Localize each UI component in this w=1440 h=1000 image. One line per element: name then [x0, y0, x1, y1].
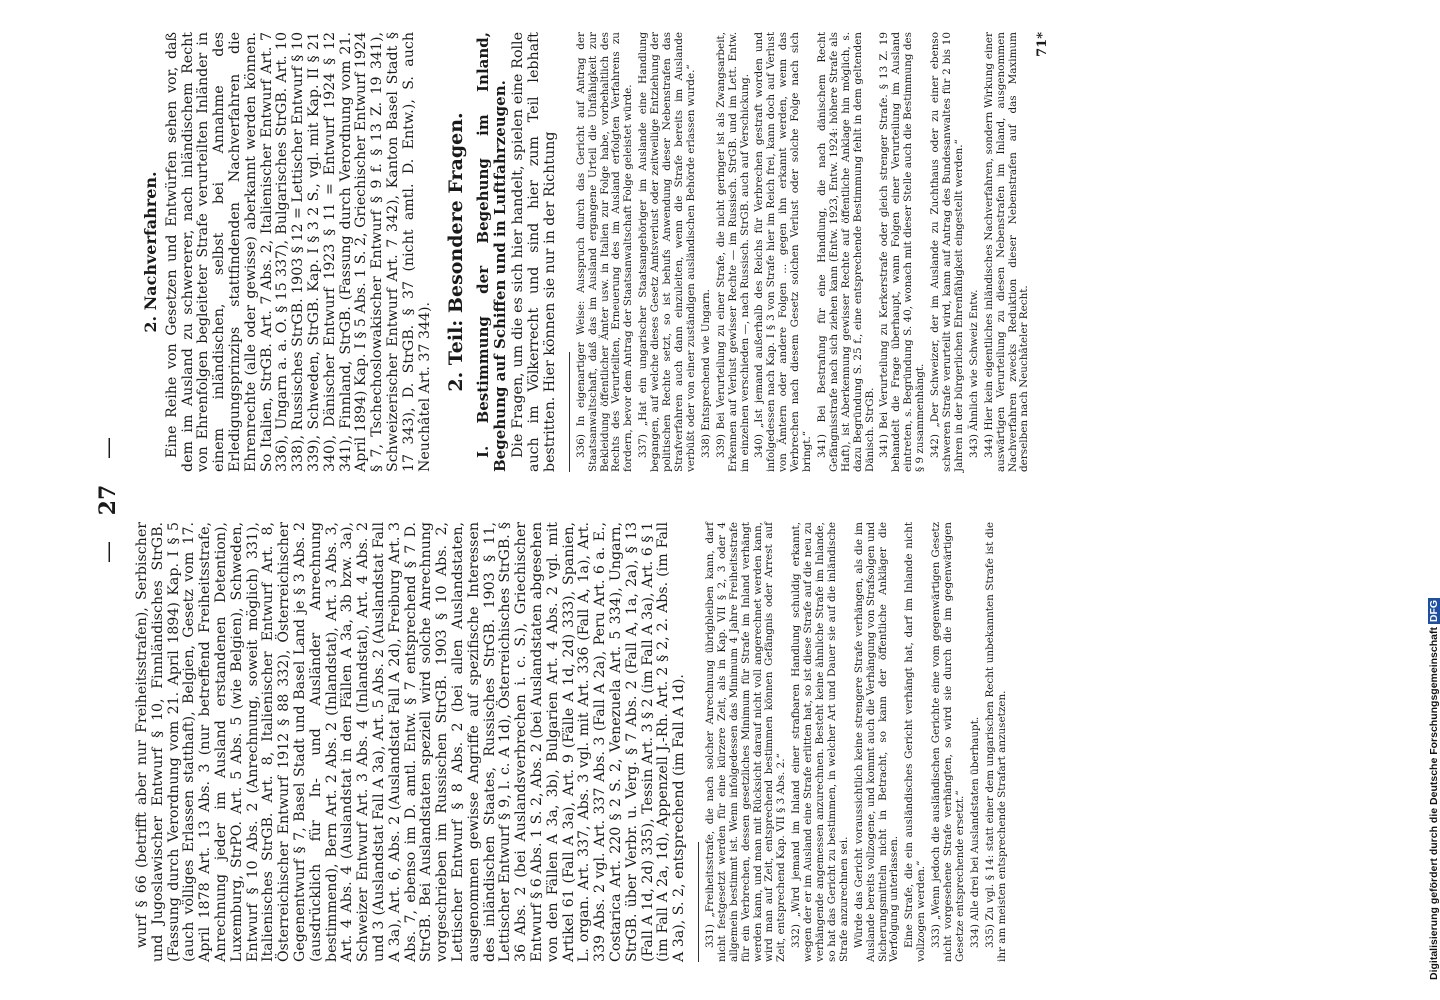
signature-mark: 71* [1035, 32, 1051, 57]
footnote-333: 333) „Wenn jedoch die ausländischen Gerichte eine vom gegenwärtigen Gesetz nicht vorgesehene Strafe verhängten, so wird sie durch die im gegenwärtigen Gesetze entsprechende ersetzt.“ [930, 522, 967, 962]
right-body-text: Eine Reihe von Gesetzen und Entwürfen sehen vor, daß dem im Ausland zu schwererer, nach inländischem Recht von Ehrenfolgen begleiteter Strafe verurteilten Inländer in einem inländischen, selbst bei Annahme des Erledigungsprinzips stattfindenden Nachverfahren die Ehrenrechte (alle oder gewisse) aberkannt werden können. So Italien, StrGB. Art. 7 Abs. 2, Italienischer Entwurf Art. 7 336), Ungarn a. a. O. § 15 337), Bulgarisches StrGB. Art. 10 338), Russisches StrGB. 1903 § 12 = Lettischer Entwurf § 10 339), Schweden, StrGB. Kap. I § 3 2 S., vgl. mit Kap. II § 21 340), Dänischer Entwurf 1923 § 11 = Entwurf 1924 § 12 341), Finnland, StrGB. (Fassung durch Verordnung vom 21. April 1894) Kap. I § 5 Abs. 1 S. 2, Griechischer Entwurf 1924 § 7, Tschechoslowakischer Entwurf § 9 f. § 13 Z. 19 341), Schweizerischer Entwurf Art. 7 342), Kanton Basel Stadt § 17 343), D. StrGB. § 37 (nicht amtl. D. Entw.), S. auch Neuchâtel Art. 37 344). [163, 32, 433, 472]
footnote-332-cont-2: Eine Strafe, die ein ausländisches Gericht verhängt hat, darf im Inlande nicht vollzogen werden.“ [903, 522, 928, 962]
header-dash-right: — [96, 437, 121, 460]
footnote-331: 331) „Freiheitsstrafe, die nach solcher Anrechnung übrigbleiben kann, darf nicht festgesetzt werden für eine kürzere Zeit, als in Kap. VII § 2, 3 oder 4 allgemein bestimmt ist. Wenn infolgedessen das Minimum 4 Jahre Freiheitsstrafe für ein Verbrechen, dessen gesetzliches Minimum für Strafe im Inland verhängt werden kann, und man mit Rücksicht darauf nicht voll angerechnet werden kann, wird man auf Zeit, entsprechend bestimmen können Gefängnis oder Arrest auf Zeit, entsprechend Kap. VII § 3 Abs. 2.“ [703, 522, 788, 962]
right-footnotes [576, 32, 1032, 472]
digitization-credit [1428, 598, 1440, 980]
credit-text: Digitalisierung gefördert durch die Deutsche Forschungsgemeinschaft [1428, 627, 1440, 980]
footnote-334: 334) Alle drei bei Auslandstaten überhaupt. [968, 716, 981, 948]
footnote-rule-right [569, 352, 570, 472]
left-footnotes [705, 522, 1009, 962]
footnote-338: 338) Entsprechend wie Ungarn. [699, 289, 712, 458]
footnote-343: 343) Ähnlich wie Schweiz Entw. [967, 289, 980, 458]
footnote-340: 340) „Ist jemand außerhalb des Reichs für Verbrechen gestraft worden und infolgedessen nach Kap. I § 3 von Strafe hier im Reich frei, kann doch auf Verlust von Ämtern oder andere Folgen ... gegen ihn erkannt werden, wenn das Verbrechen nach diesem Gesetz solchen Verlust oder solche Folge nach sich bringt.“ [753, 32, 814, 472]
footnote-344: 344) Hier kein eigentliches inländisches Nachverfahren, sondern Wirkung einer auswärtigen Verurteilung zu diesen Nebenstrafen im Inland, ausgenommen Nachverfahren zwecks Reduktion dieser Nebenstrafen auf das Maximum derselben nach Neuchâteler Recht. [982, 32, 1031, 472]
dfg-logo: DFG [1428, 599, 1440, 623]
left-body-text: wurf § 66 (betrifft aber nur Freiheitsstrafen), Serbischer und Jugoslawischer Entwurf § 10, Finnländisches StrGB. (Fassung durch Verordnung vom 21. April 1894) Kap. I § 5 (auch völliges Erlassen statthaft), Belgien, Gesetz vom 17. April 1878 Art. 13 Abs. 3 (nur betreffend Freiheitsstrafe, Anrechnung jeder im Ausland erstandenen Detention), Luxemburg, StrPO. Art. 5 Abs. 5 (wie Belgien), Schweden, Entwurf § 10 Abs. 2 (Anrechnung, soweit möglich) 331), Italienisches StrGB. Art. 8, Italienischer Entwurf Art. 8, Österreichischer Entwurf 1912 § 88 332), Österreichischer Gegenentwurf § 7, Basel Stadt und Basel Land je § 3 Abs. 2 (ausdrücklich für In- und Ausländer Anrechnung bestimmend), Bern Art. 2 Abs. 2 (Inlandstat), Art. 3 Abs. 3, Art. 4 Abs. 4 (Auslandstat in den Fällen A 3a, 3b bzw. 3a), Schweizer Entwurf Art. 3 Abs. 4 (Inlandstat), Art. 4 Abs. 2 und 3 (Auslandstat Fall A 3a), Art. 5 Abs. 2 (Auslandstat Fall A 3a), Art. 6, Abs. 2 (Auslandstat Fall A 2d), Freiburg Art. 3 Abs. 7, ebenso im D. amtl. Entw. § 7 entsprechend § 7 D. StrGB. Bei Auslandstaten speziell wird solche Anrechnung vorgeschrieben im Russischen StrGB. 1903 § 10 Abs. 2, Lettischer Entwurf § 8 Abs. 2 (bei allen Auslandstaten, ausgenommen gewisse Angriffe auf spezifische Interessen des inländischen Staates, Russisches StrGB. 1903 § 11, Lettischer Entwurf § 9, l. c. A 1d), Österreichisches StrGB. § 36 Abs. 2 (bei Auslandsverbrechen i. c. S.), Griechischer Entwurf § 6 Abs. 1 S. 2, Abs. 2 (bei Auslandstaten abgesehen von den Fällen A 3a, 3b), Bulgarien Art. 4 Abs. 2 vgl. mit Artikel 61 (Fall A 3a), Art. 9 (Fälle A 1d, 2d) 333), Spanien, L. organ. Art. 337, Abs. 3 vgl. mit Art. 336 (Fall A, 1a), Art. 339 Abs. 2 vgl. Art. 337 Abs. 3 (Fall A 2a), Peru Art. 6 a. E., Costarica Art. 220 § 2 S. 2, Venezuela Art. 5 334), Ungarn, StrGB. über Verbr. u. Verg. § 7 Abs. 2 (Fall A, 1a, 2a), § 13 (Fall A 1d, 2d) 335), Tessin Art. 3 § 2 (im Fall A 3a), Art. 6 § 1 (im Fall A 2a, 1d), Appenzell J.-Rh. Art. 2 § 2, 2. Abs. (im Fall A 3a), S. 2, entsprechend (im Fall A 1d). [134, 522, 688, 962]
footnote-337: 337) „Hat ein ungarischer Staatsangehöriger im Auslande eine Handlung begangen, auf welche dieses Gesetz Amtsverlust oder zeitweilige Entziehung der politischen Rechte setzt, so ist behufs Anwendung dieser Nebenstrafen das Strafverfahren auch dann einzuleiten, wenn die Strafe bereits im Auslande verbüßt oder von einer zuständigen ausländischen Behörde erlassen wurde.“ [637, 32, 697, 472]
subsection-title: I. Bestimmung der Begehung im Inland, Begehung auf Schiffen und in Luftfahrzeugen. [474, 32, 510, 472]
footnote-336: 336) In eigenartiger Weise: Ausspruch durch das Gericht auf Antrag der Staatsanwaltschaft, daß das im Ausland ergangene Urteil die Unfähigkeit zur Bekleidung öffentlicher Ämter usw. in Italien zur Folge habe, vorbehaltlich des Rechts des Verurteilten, Erneuerung des im Ausland erfolgten Verfahrens zu fordern, bevor dem Antrag der Staatsanwaltschaft Folge geleistet würde. [574, 32, 635, 472]
intro-text: Die Fragen, um die es sich hier handelt, spielen eine Rolle auch im Völkerrecht und sind hier zum Teil lebhaft bestritten. Hier können sie nur in der Richtung [510, 32, 558, 472]
header-dash-left: — [96, 540, 121, 563]
page-number: 27 [95, 484, 121, 516]
footnote-335: 335) Zu vgl. § 14: statt einer dem ungarischen Recht unbekannten Strafe ist die ihr am meisten entsprechende Strafart anzusetzen. [983, 522, 1008, 962]
footnote-332-cont-1: Würde das Gericht voraussichtlich keine strengere Strafe verhängen, als die im Auslande bereits vollzogene, und kommt auch die Verhängung von Strafsolgen und Sicherungsmitteln nicht in Betracht, so kann der öffentliche Ankläger die Verfolgung unterlassen. [852, 522, 901, 962]
footnote-332: 332) „Wird jemand im Inland einer strafbaren Handlung schuldig erkannt, wegen der er im Ausland eine Strafe erlitten hat, so ist diese Strafe auf die neu zu verhängende angemessen anzurechnen. Besteht keine ähnliche Strafe im Inlande, so hat das Gericht zu bestimmen, in welcher Art und Dauer sie auf die inländische Strafe anzurechnen sei. [790, 522, 850, 962]
footnote-341a: 341) Bei Bestrafung für eine Handlung, die nach dänischem Recht Gefängnisstrafe nach sich ziehen kann (Entw. 1923, Entw. 1924: höhere Strafe als Haft), ist Aberkennung gewisser Rechte auf öffentliche Anklage hin möglich, s. dazu Begründung S. 25 f., eine entsprechende Bestimmung fehlt in dem geltenden Dänisch. StrGB. [815, 32, 876, 472]
footnote-rule [698, 842, 699, 962]
part-title: 2. Teil: Besondere Fragen. [445, 112, 468, 392]
left-column [135, 522, 1012, 962]
credit-strip [1416, 20, 1440, 980]
footnote-341b: 341) Bei Verurteilung zu Kerkerstrafe oder gleich strenger Strafe. § 13 Z. 19 behandelt die Frage überhaupt, wann Folgen einer Verurteilung im Ausland eintreten, s. Begründung S. 40, wonach mit dieser Stelle auch die Bestimmung des § 9 zusammenhängt. [878, 32, 927, 472]
footnote-342: 342) „Der Schweizer, der im Auslande zu Zuchthaus oder zu einer ebenso schweren Strafe verurteilt wird, kann auf Antrag des Bundesanwaltes für 2 bis 10 Jahren in der bürgerlichen Ehrenfähigkeit eingestellt werden.“ [929, 32, 965, 472]
right-column [135, 32, 1051, 472]
section-heading: 2. Nachverfahren. [141, 171, 160, 333]
page-header [95, 60, 135, 940]
footnote-339: 339) Bei Verurteilung zu einer Strafe, die nicht geringer ist als Zwangsarbeit, Erkennen auf Verlust gewisser Rechte — im Russisch. StrGB. und im Lett. Entw. im einzelnen verschieden —, nach Russisch. StrGB. auch auf Verschickung. [714, 32, 751, 472]
